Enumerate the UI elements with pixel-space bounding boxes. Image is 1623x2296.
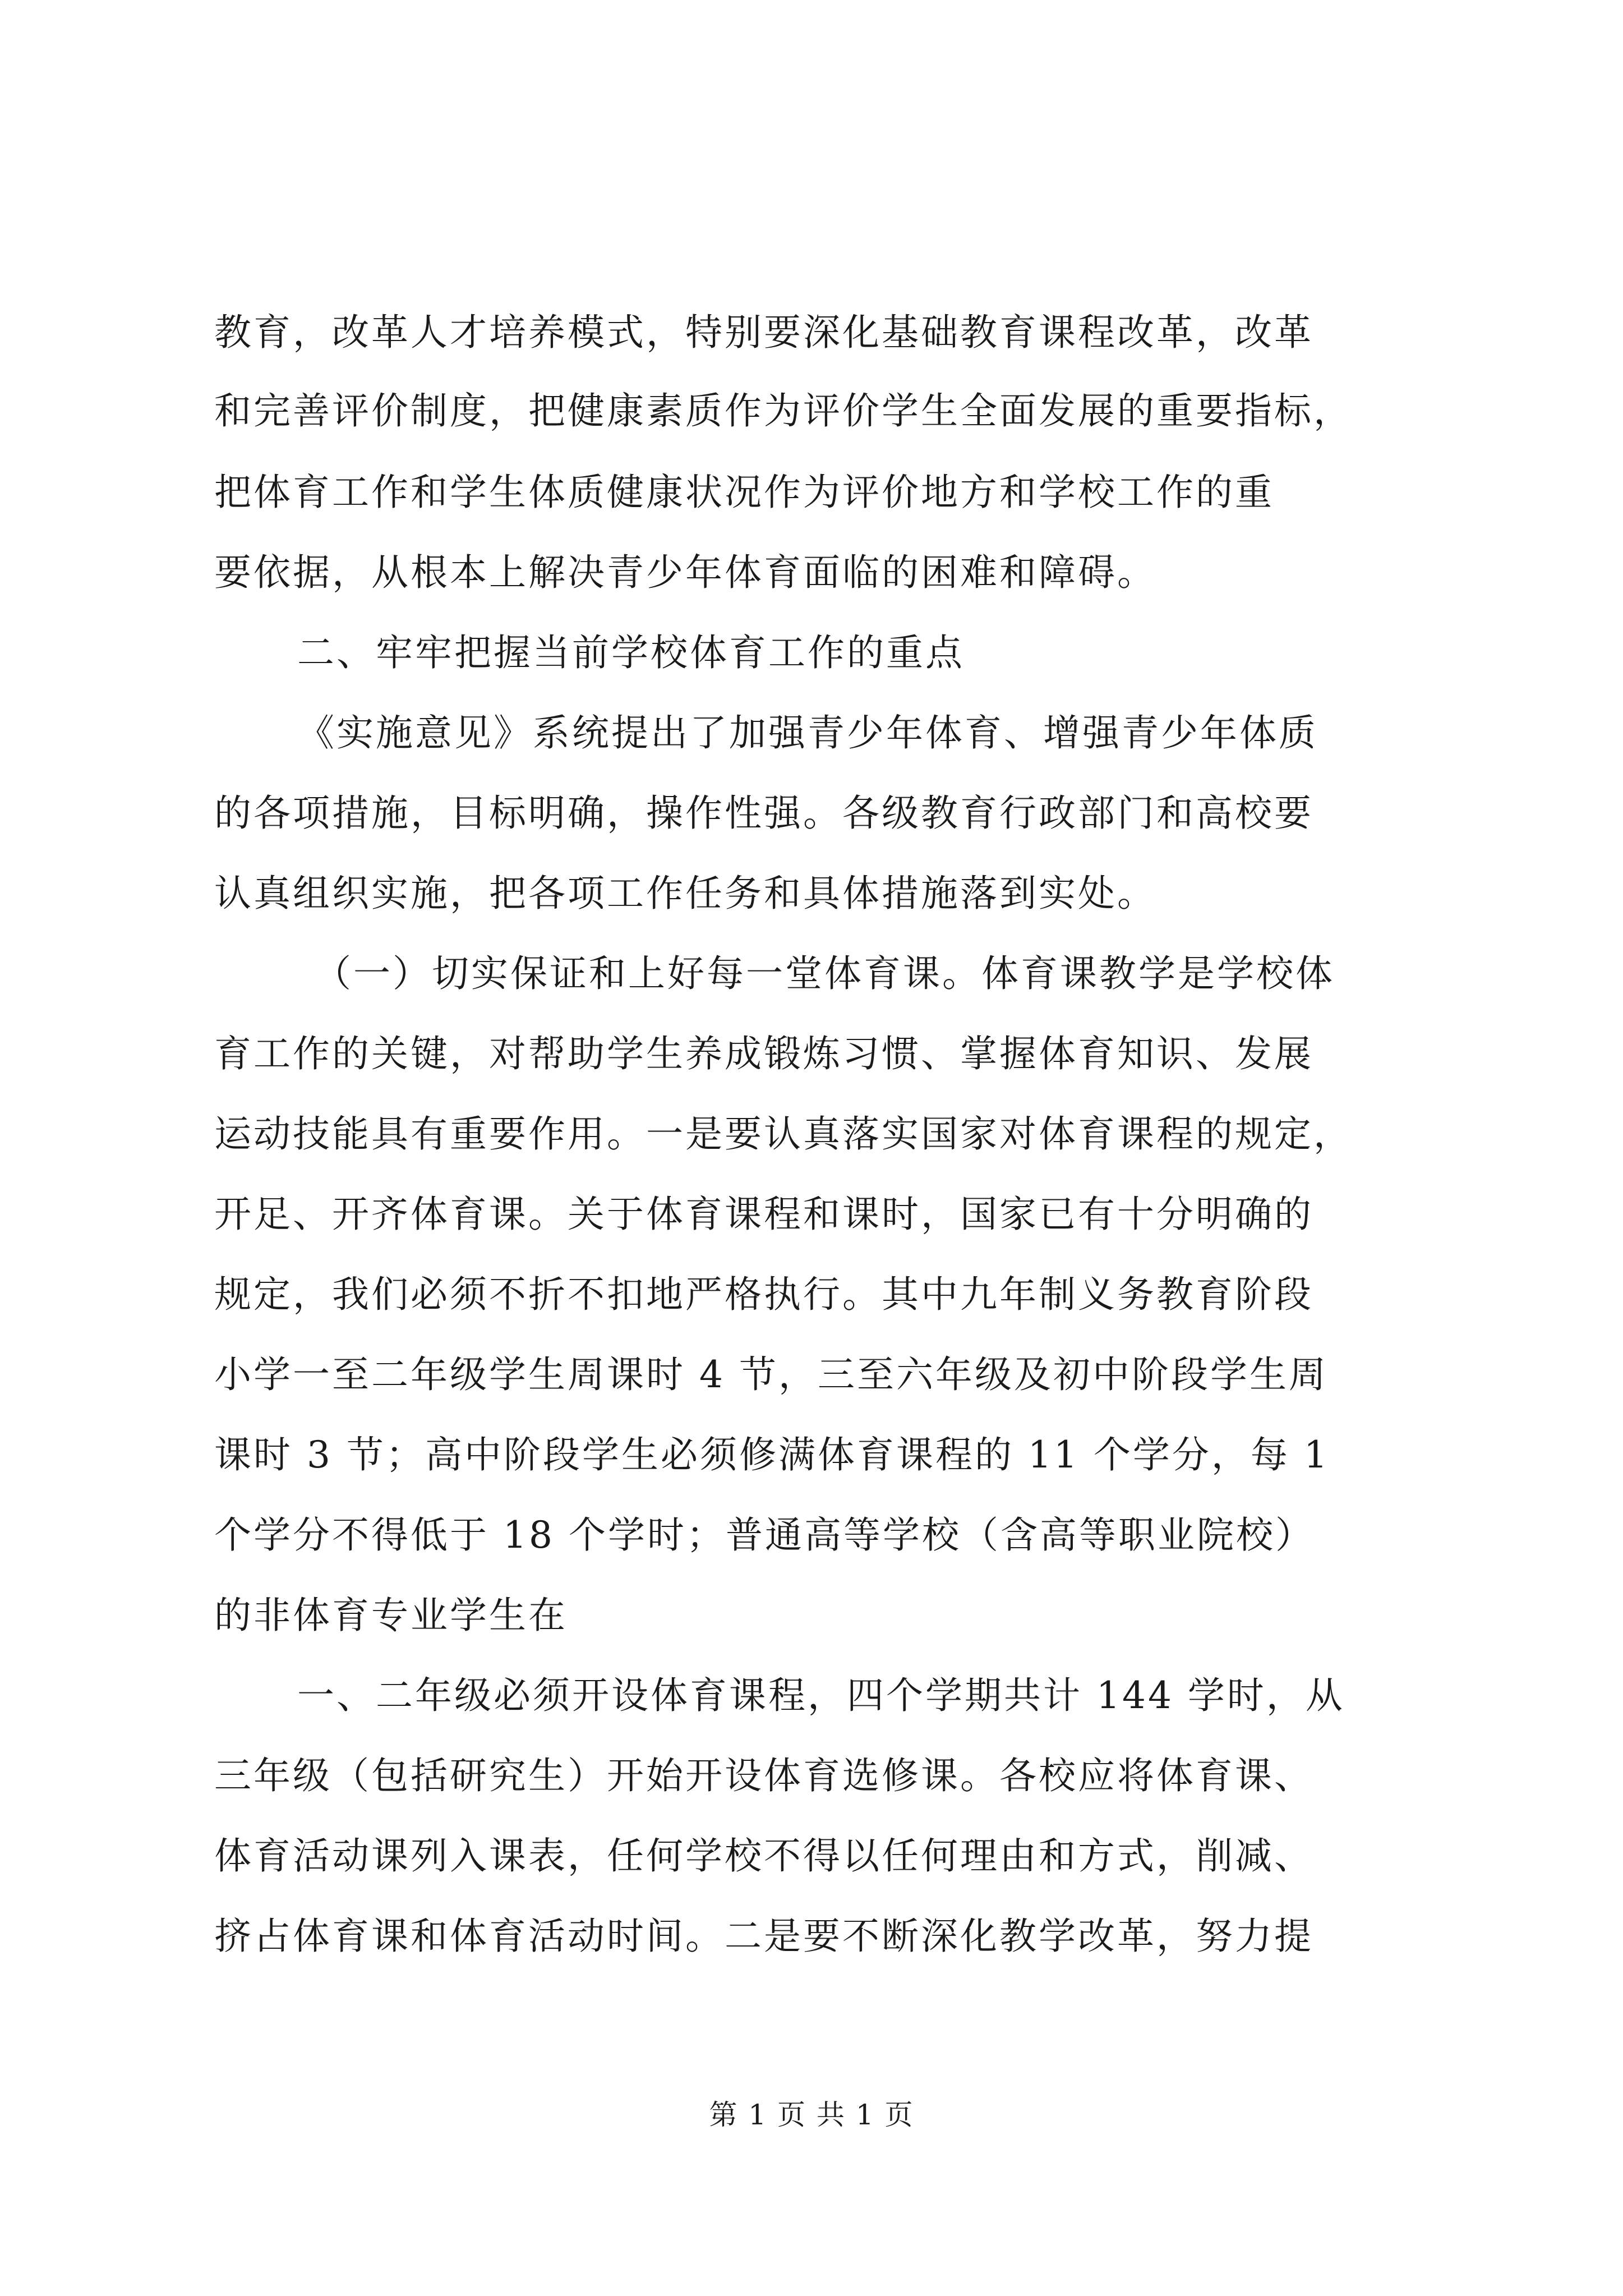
body-text-line: 和完善评价制度，把健康素质作为评价学生全面发展的重要指标， xyxy=(214,389,1353,432)
body-text-line: 把体育工作和学生体质健康状况作为评价地方和学校工作的重 xyxy=(214,471,1274,514)
body-text-line: 要依据，从根本上解决青少年体育面临的困难和障碍。 xyxy=(214,551,1156,594)
body-text-line: 三年级（包括研究生）开始开设体育选修课。各校应将体育课、 xyxy=(214,1754,1313,1797)
body-text-line: 开足、开齐体育课。关于体育课程和课时，国家已有十分明确的 xyxy=(214,1193,1313,1236)
body-text-line: 育工作的关键，对帮助学生养成锻炼习惯、掌握体育知识、发展 xyxy=(214,1032,1313,1075)
body-text-line: 体育活动课列入课表，任何学校不得以任何理由和方式，削减、 xyxy=(214,1834,1313,1878)
body-text-line: 认真组织实施，把各项工作任务和具体措施落到实处。 xyxy=(214,872,1156,915)
body-text-line: 课时 3 节；高中阶段学生必须修满体育课程的 11 个学分，每 1 xyxy=(214,1433,1330,1476)
body-text-line: 的非体育专业学生在 xyxy=(214,1594,568,1637)
body-text-line: （一）切实保证和上好每一堂体育课。体育课教学是学校体 xyxy=(314,952,1335,995)
body-text-line: 的各项措施，目标明确，操作性强。各级教育行政部门和高校要 xyxy=(214,792,1313,835)
body-text-line: 挤占体育课和体育活动时间。二是要不断深化教学改革，努力提 xyxy=(214,1915,1313,1958)
body-text-line: 个学分不得低于 18 个学时；普通高等学校（含高等职业院校） xyxy=(214,1513,1315,1557)
body-text-line: 《实施意见》系统提出了加强青少年体育、增强青少年体质 xyxy=(297,711,1318,754)
body-text-line: 小学一至二年级学生周课时 4 节，三至六年级及初中阶段学生周 xyxy=(214,1353,1328,1396)
body-text-line: 教育，改革人才培养模式，特别要深化基础教育课程改革，改革 xyxy=(214,311,1313,354)
body-text-line: 规定，我们必须不折不扣地严格执行。其中九年制义务教育阶段 xyxy=(214,1273,1313,1316)
section-heading: 二、牢牢把握当前学校体育工作的重点 xyxy=(297,631,965,674)
body-text-line: 运动技能具有重要作用。一是要认真落实国家对体育课程的规定， xyxy=(214,1112,1353,1156)
page-number-footer: 第 1 页 共 1 页 xyxy=(709,2099,914,2131)
body-text-line: 一、二年级必须开设体育课程，四个学期共计 144 学时，从 xyxy=(297,1674,1345,1717)
